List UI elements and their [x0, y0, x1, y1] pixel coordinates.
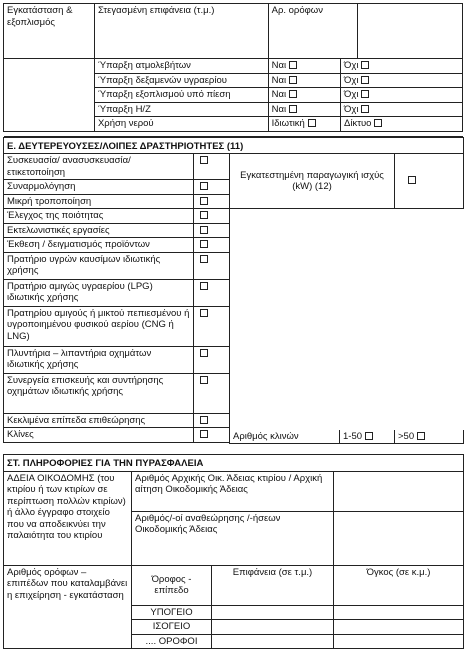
permit-revisions-value[interactable] [334, 511, 464, 565]
checkbox[interactable] [361, 90, 369, 98]
checkbox[interactable] [200, 282, 208, 290]
beds-over-50[interactable]: >50 [395, 430, 464, 444]
checkbox[interactable] [200, 211, 208, 219]
col-area-header: Επιφάνεια (σε τ.μ.) [212, 565, 334, 605]
activity-repair-shop: Συνεργεία επισκευής και συντήρησης οχημάτων ιδιωτικής χρήσης [4, 373, 194, 413]
generator-no[interactable]: Όχι [340, 102, 462, 117]
installed-power-check[interactable] [395, 154, 464, 209]
steam-boilers-label: Ύπαρξη ατμολεβήτων [94, 59, 268, 74]
checkbox[interactable] [200, 240, 208, 248]
checkbox[interactable] [200, 197, 208, 205]
upper-area[interactable] [212, 634, 334, 649]
col-volume-header: Όγκος (σε κ.μ.) [334, 565, 464, 605]
secondary-activities-table [3, 137, 464, 443]
permit-number-value[interactable] [334, 471, 464, 511]
section-e-title: Ε. ΔΕΥΤΕΡΕΥΟΥΣΕΣ/ΛΟΙΠΕΣ ΔΡΑΣΤΗΡΙΟΤΗΤΕΣ (11) [4, 137, 464, 154]
floors-label: Αρ. ορόφων [268, 4, 357, 59]
beds-count-label: Αριθμός κλινών [230, 430, 340, 444]
water-private[interactable]: Ιδιωτική [268, 117, 340, 132]
lpg-tanks-label: Ύπαρξη δεξαμενών υγραερίου [94, 73, 268, 88]
floor-ground: ΙΣΟΓΕΙΟ [132, 620, 212, 635]
floors-occupied-label: Αριθμός ορόφων – επιπέδων που καταλαμβάνει η επιχείρηση - εγκατάσταση [4, 565, 132, 649]
water-use-label: Χρήση νερού [94, 117, 268, 132]
fire-safety-table [3, 454, 464, 649]
checkbox[interactable] [200, 309, 208, 317]
checkbox[interactable] [289, 76, 297, 84]
generator-yes[interactable]: Ναι [268, 102, 340, 117]
ground-volume[interactable] [334, 620, 464, 635]
activity-inspection-ramps: Κεκλιμένα επίπεδα επιθεώρησης [4, 413, 194, 428]
activity-packaging: Συσκευασία/ ανασυσκευασία/ ετικετοποίηση [4, 154, 194, 180]
covered-area-label: Στεγασμένη επιφάνεια (τ.μ.) [94, 4, 268, 59]
checkbox[interactable] [200, 376, 208, 384]
activity-assembly: Συναρμολόγηση [4, 180, 194, 195]
checkbox[interactable] [374, 119, 382, 127]
permit-number-label: Αριθμός Αρχικής Οικ. Άδειας κτιρίου / Αρχική αίτηση Οικοδομικής Άδειας [132, 471, 334, 511]
upper-volume[interactable] [334, 634, 464, 649]
building-permit-label: ΑΔΕΙΑ ΟΙΚΟΔΟΜΗΣ (του κτιρίου ή των κτιρίων σε περίπτωση πολλών κτιρίων) ή άλλο έγγραφο στοιχείο που να αποδεικνύει την παλαιότητα του κτιρίου [4, 471, 132, 565]
installed-power-label: Εγκατεστημένη παραγωγική ισχύς (kW) (12) [230, 154, 395, 209]
checkbox[interactable] [308, 119, 316, 127]
checkbox[interactable] [361, 105, 369, 113]
activity-exhibition: Έκθεση / δειγματισμός προϊόντων [4, 238, 194, 253]
col-floor-header: Όροφος - επίπεδο [132, 565, 212, 605]
ground-area[interactable] [212, 620, 334, 635]
pressure-equipment-yes[interactable]: Ναι [268, 88, 340, 103]
generator-label: Ύπαρξη Η/Ζ [94, 102, 268, 117]
checkbox[interactable] [365, 432, 373, 440]
pressure-equipment-no[interactable]: Όχι [340, 88, 462, 103]
checkbox[interactable] [200, 349, 208, 357]
pressure-equipment-label: Ύπαρξη εξοπλισμού υπό πίεση [94, 88, 268, 103]
checkbox[interactable] [200, 226, 208, 234]
basement-area[interactable] [212, 605, 334, 620]
activity-customs: Εκτελωνιστικές εργασίες [4, 223, 194, 238]
lpg-tanks-yes[interactable]: Ναι [268, 73, 340, 88]
activity-quality: Έλεγχος της ποιότητας [4, 209, 194, 224]
checkbox[interactable] [408, 176, 416, 184]
floor-basement: ΥΠΟΓΕΙΟ [132, 605, 212, 620]
activity-lpg-station: Πρατήριο αμιγώς υγραερίου (LPG) ιδιωτικής χρήσης [4, 279, 194, 306]
steam-boilers-no[interactable]: Όχι [340, 59, 462, 74]
checkbox[interactable] [417, 432, 425, 440]
checkbox[interactable] [200, 416, 208, 424]
checkbox[interactable] [289, 61, 297, 69]
floors-value[interactable] [357, 4, 462, 59]
checkbox[interactable] [361, 61, 369, 69]
checkbox[interactable] [289, 90, 297, 98]
beds-options [229, 430, 464, 445]
equipment-label: Εγκατάσταση & εξοπλισμός [4, 4, 95, 59]
activity-car-wash: Πλυντήρια – λιπαντήρια οχημάτων ιδιωτικής χρήσης [4, 346, 194, 373]
beds-label: Κλίνες [4, 428, 194, 443]
water-network[interactable]: Δίκτυο [340, 117, 462, 132]
permit-revisions-label: Αριθμός/-οί αναθεώρησης /-ήσεων Οικοδομικής Άδειας [132, 511, 334, 565]
checkbox[interactable] [361, 76, 369, 84]
checkbox[interactable] [200, 182, 208, 190]
checkbox[interactable] [200, 255, 208, 263]
activity-fuel-station: Πρατήριο υγρών καυσίμων ιδιωτικής χρήσης [4, 252, 194, 279]
activity-cng-lng: Πρατηρίου αμιγούς ή μικτού πεπιεσμένου ή υγροποιημένου φυσικού αερίου (CNG ή LNG) [4, 306, 194, 346]
steam-boilers-yes[interactable]: Ναι [268, 59, 340, 74]
beds-1-50[interactable]: 1-50 [340, 430, 395, 444]
checkbox[interactable] [289, 105, 297, 113]
lpg-tanks-no[interactable]: Όχι [340, 73, 462, 88]
checkbox[interactable] [200, 430, 208, 438]
equipment-table [3, 3, 463, 137]
floor-upper: .... ΟΡΟΦΟΙ [132, 634, 212, 649]
checkbox[interactable] [200, 156, 208, 164]
form-page [3, 3, 463, 649]
section-st-title: ΣΤ. ΠΛΗΡΟΦΟΡΙΕΣ ΓΙΑ ΤΗΝ ΠΥΡΑΣΦΑΛΕΙΑ [4, 455, 464, 472]
activity-packaging-check[interactable] [194, 154, 230, 180]
activity-modification: Μικρή τροποποίηση [4, 194, 194, 209]
basement-volume[interactable] [334, 605, 464, 620]
